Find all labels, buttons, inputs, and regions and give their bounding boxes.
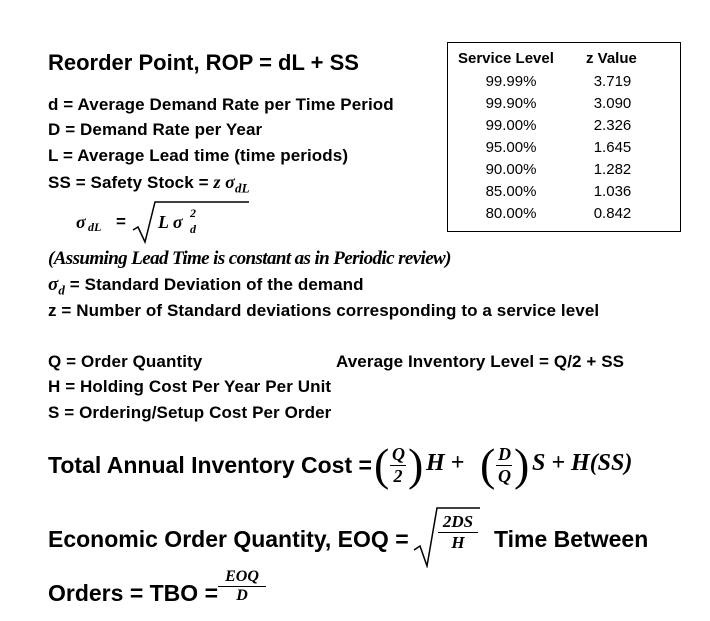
table-cell-z-value: 2.326 [593, 117, 632, 134]
table-header-z-value: z Value [586, 50, 637, 67]
fraction-d-over-q [496, 444, 512, 487]
fraction-q-over-2 [390, 444, 406, 487]
definition-SS [48, 172, 250, 196]
fraction-numerator: 2DS [438, 512, 478, 533]
table-cell-service-level: 95.00% [485, 139, 537, 156]
tbo-label: Orders = TBO = [48, 580, 219, 606]
definition-H: H = Holding Cost Per Year Per Unit [48, 377, 332, 396]
service-level-table [447, 42, 681, 232]
definition-sigma-d [48, 274, 364, 298]
tbo-fraction [218, 568, 266, 605]
eoq-formula [48, 506, 688, 568]
page-title: Reorder Point, ROP = dL + SS [48, 50, 359, 75]
eoq-label: Economic Order Quantity, EOQ = [48, 526, 409, 552]
table-cell-service-level: 85.00% [485, 183, 537, 200]
definition-d: d = Average Demand Rate per Time Period [48, 95, 394, 114]
definition-D: D = Demand Rate per Year [48, 120, 263, 139]
radical-superscript: 2 [190, 206, 196, 220]
fraction-numerator: EOQ [218, 568, 266, 587]
eoq-tail-text: Time Between [494, 526, 649, 552]
safety-stock-formula: z σ [213, 172, 235, 192]
table-cell-z-value: 1.282 [593, 161, 632, 178]
definition-SS-label: SS = Safety Stock = [48, 173, 214, 192]
definition-Q: Q = Order Quantity [48, 352, 203, 371]
sigma-d-text: = Standard Deviation of the demand [69, 275, 364, 294]
sigma-d-subscript: d [58, 282, 65, 298]
eoq-fraction [438, 512, 478, 553]
tbo-formula [48, 566, 348, 620]
table-cell-service-level: 99.00% [485, 117, 537, 134]
radical-subscript: d [190, 222, 196, 236]
definition-z: z = Number of Standard deviations corresponding to a service level [48, 301, 600, 320]
paren-open-icon: ( [480, 439, 496, 490]
table-header-service-level: Service Level [458, 50, 554, 67]
paren-close-icon: ) [408, 439, 424, 490]
sigma-dL-symbol: σ [76, 212, 86, 232]
sigma-d-symbol: σ [48, 274, 59, 295]
table-cell-service-level: 99.99% [485, 73, 537, 90]
table-cell-service-level: 90.00% [485, 161, 537, 178]
total-cost-formula [48, 438, 688, 494]
sigma-dL-subscript: dL [88, 220, 102, 234]
fraction-numerator: D [498, 444, 511, 464]
table-cell-z-value: 1.645 [593, 139, 632, 156]
fraction-numerator: Q [392, 444, 405, 464]
fraction-denominator: H [451, 533, 465, 552]
paren-open-icon: ( [374, 439, 390, 490]
table-cell-service-level: 99.90% [485, 95, 537, 112]
sigma-dL-equals: = [116, 212, 126, 231]
total-cost-label: Total Annual Inventory Cost = [48, 452, 372, 478]
table-cell-z-value: 1.036 [593, 183, 632, 200]
fraction-denominator: D [236, 587, 248, 604]
average-inventory-level: Average Inventory Level = Q/2 + SS [336, 352, 625, 371]
assumption-note: (Assuming Lead Time is constant as in Periodic review) [48, 248, 451, 269]
total-cost-term1: H + [426, 450, 465, 476]
safety-stock-subscript: dL [234, 180, 250, 196]
table-cell-z-value: 3.090 [593, 95, 632, 112]
table-cell-service-level: 80.00% [485, 205, 537, 222]
fraction-denominator: Q [498, 466, 511, 486]
total-cost-term2: S + H(SS) [532, 450, 633, 476]
radical-content: L σ [158, 212, 183, 232]
definition-L: L = Average Lead time (time periods) [48, 146, 349, 165]
table-cell-z-value: 3.719 [593, 73, 632, 90]
table-cell-z-value: 0.842 [593, 205, 632, 222]
fraction-denominator: 2 [393, 466, 403, 486]
paren-close-icon: ) [514, 439, 530, 490]
definition-S: S = Ordering/Setup Cost Per Order [48, 403, 332, 422]
